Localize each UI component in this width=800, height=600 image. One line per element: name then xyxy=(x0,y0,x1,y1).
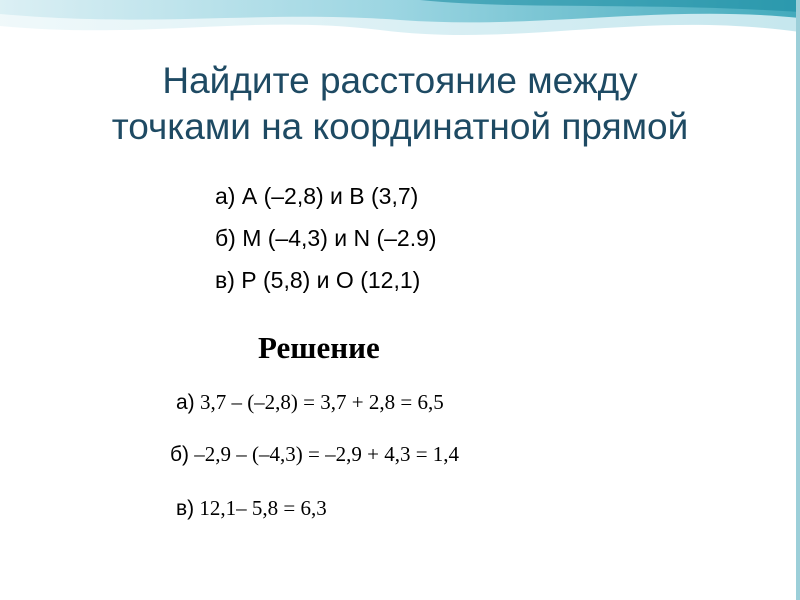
title-line-1: Найдите расстояние между xyxy=(162,60,638,101)
solution-line-b xyxy=(170,440,459,469)
slide-title xyxy=(0,58,800,150)
solution-line-a xyxy=(176,388,444,417)
solution-prefix: а) xyxy=(176,391,195,414)
solution-text: 3,7 – (–2,8) = 3,7 + 2,8 = 6,5 xyxy=(194,390,444,414)
problem-list xyxy=(215,175,437,301)
problem-item-b: б) М (–4,3) и N (–2.9) xyxy=(215,225,437,251)
solution-heading: Решение xyxy=(258,330,380,365)
solution-text: 12,1– 5,8 = 6,3 xyxy=(194,496,327,520)
problem-item-a: а) А (–2,8) и В (3,7) xyxy=(215,183,419,209)
solution-prefix: б) xyxy=(170,443,190,466)
wave-decoration xyxy=(0,0,800,60)
solution-text: –2,9 – (–4,3) = –2,9 + 4,3 = 1,4 xyxy=(189,442,460,466)
solution-line-c xyxy=(176,494,327,523)
solution-prefix: в) xyxy=(176,497,195,520)
title-line-2: точками на координатной прямой xyxy=(111,106,689,147)
problem-item-c: в) Р (5,8) и О (12,1) xyxy=(215,267,421,293)
